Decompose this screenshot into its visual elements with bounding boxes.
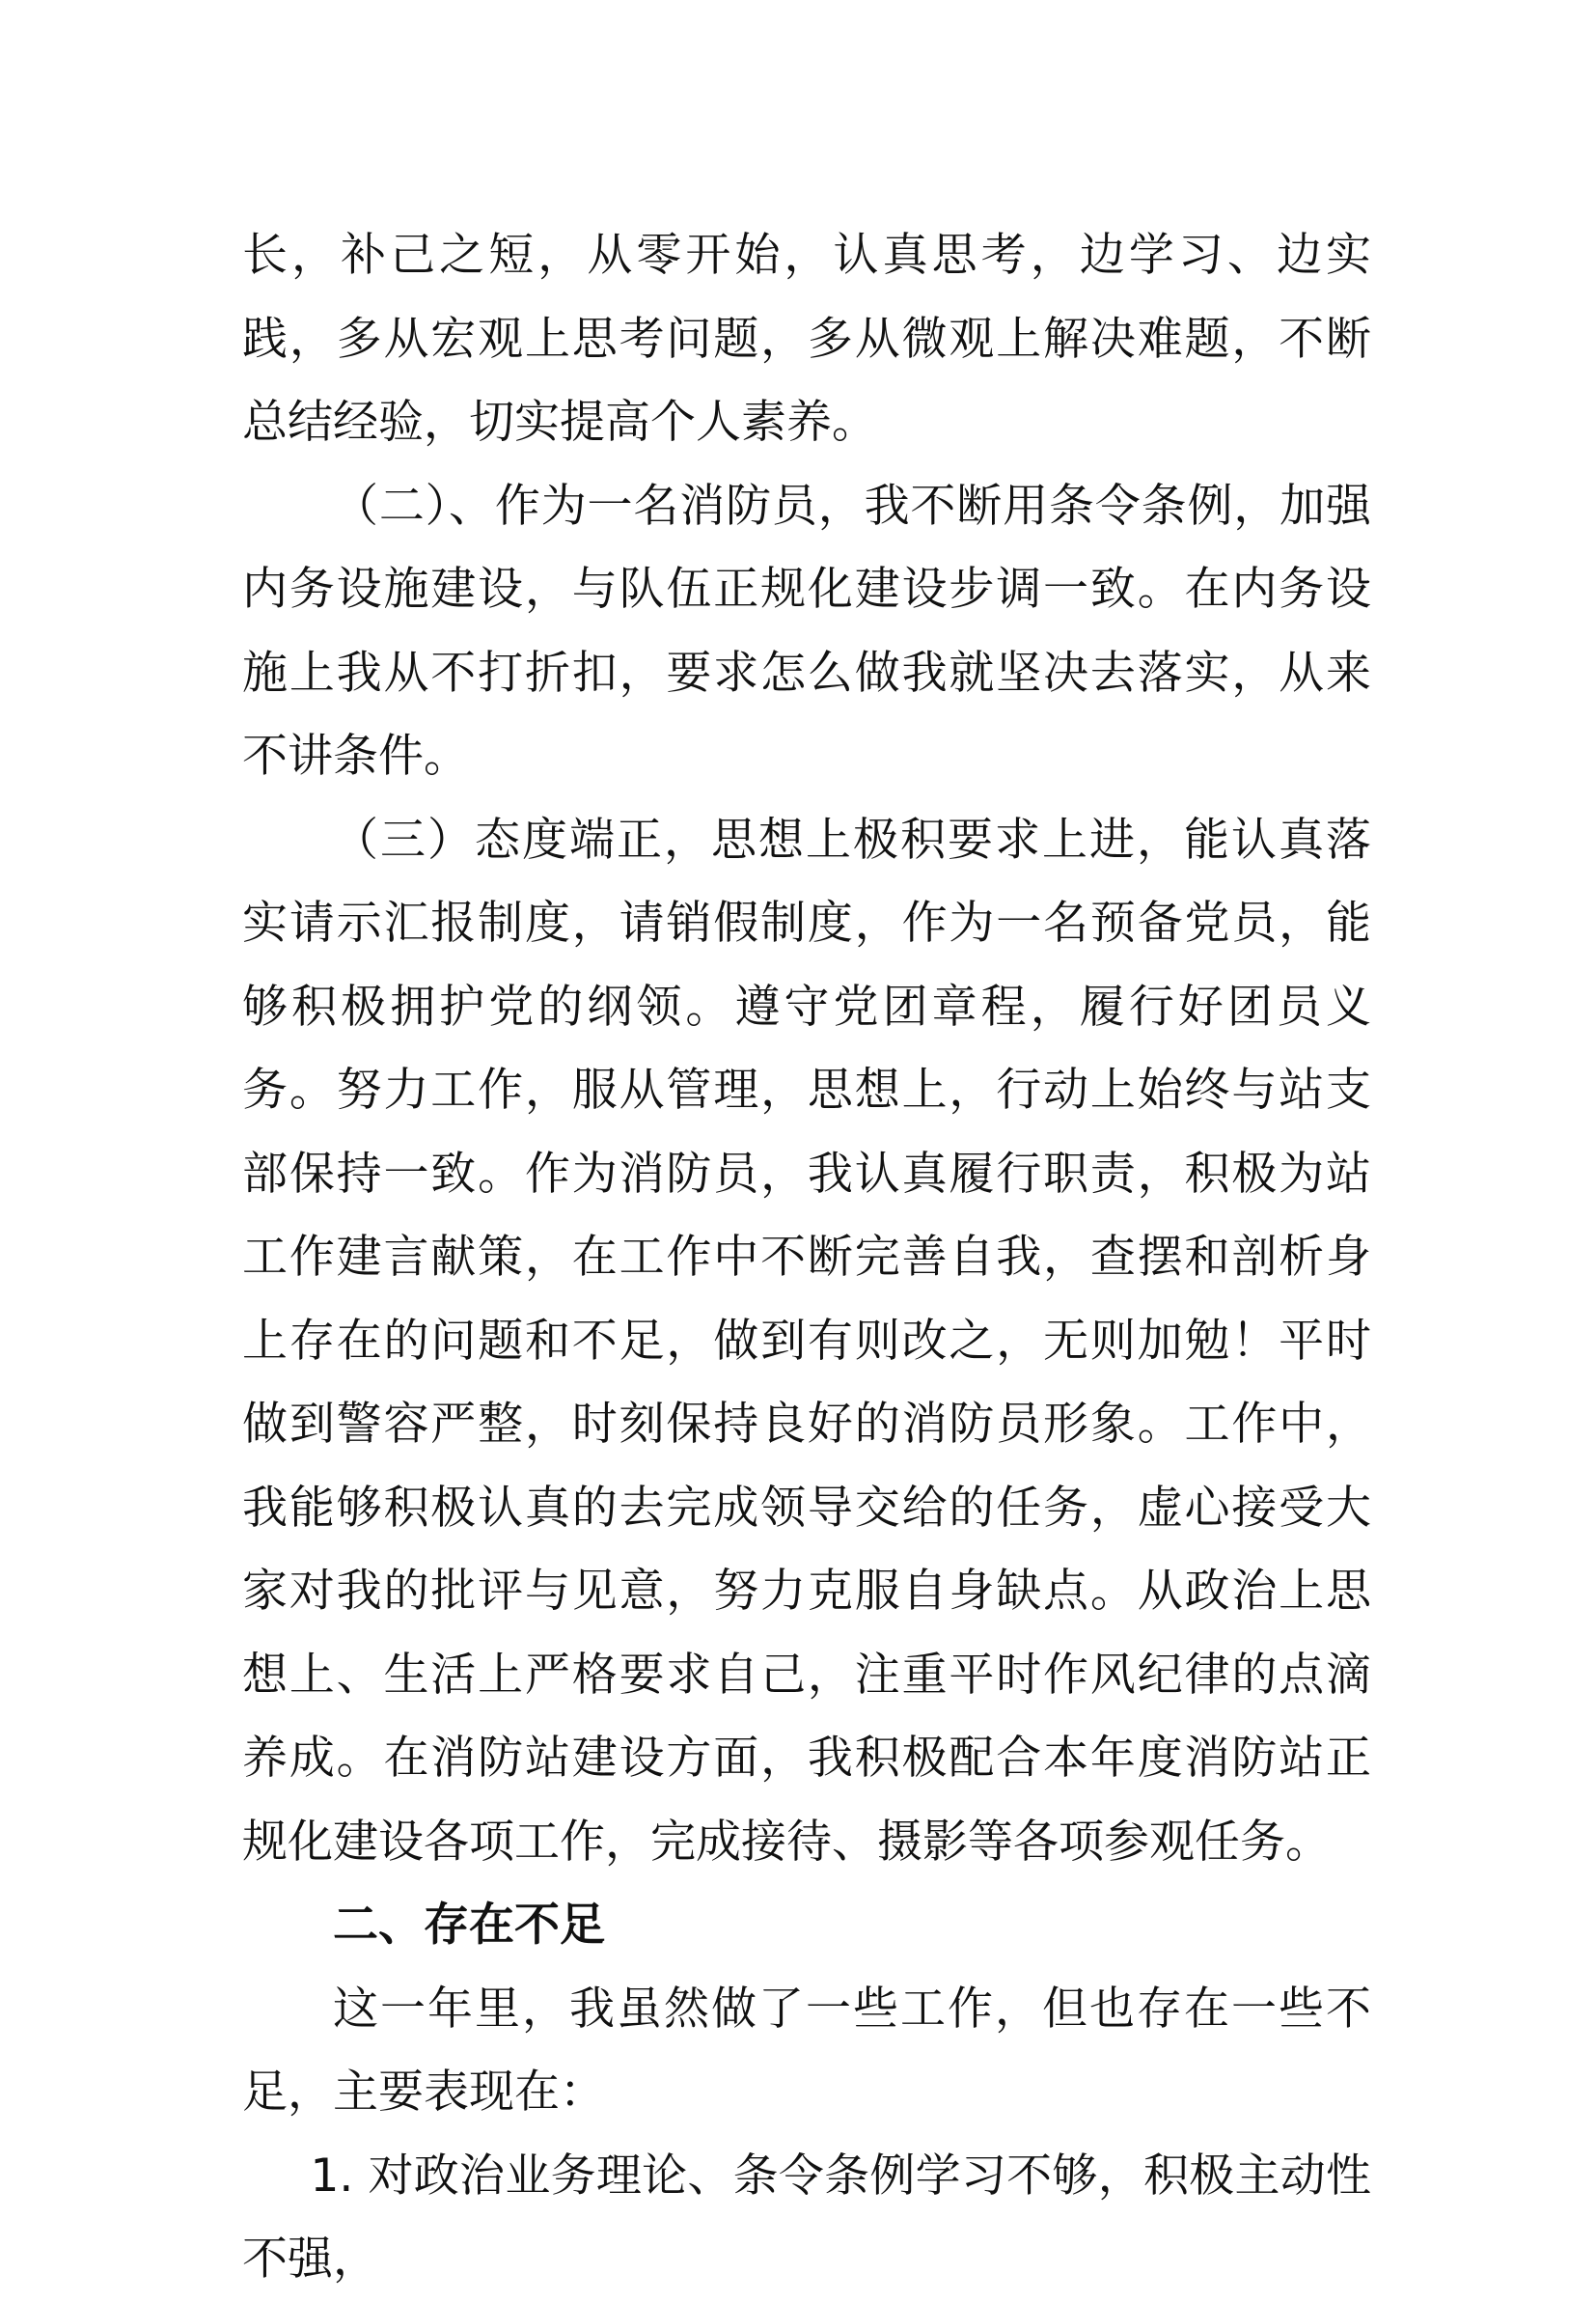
document-body — [242, 214, 1371, 2302]
paragraph-section-three: （三）态度端正，思想上极积要求上进，能认真落实请示汇报制度，请销假制度，作为一名预备党员，能够积极拥护党的纲领。遵守党团章程，履行好团员义务。努力工作，服从管理，思想上，行动上始终与站支部保持一致。作为消防员，我认真履行职责，积极为站工作建言献策，在工作中不断完善自我，查摆和剖析身上存在的问题和不足，做到有则改之，无则加勉！平时做到警容严整，时刻保持良好的消防员形象。工作中，我能够积极认真的去完成领导交给的任务，虚心接受大家对我的批评与见意，努力克服自身缺点。从政治上思想上、生活上严格要求自己，注重平时作风纪律的点滴养成。在消防站建设方面，我积极配合本年度消防站正规化建设各项工作，完成接待、摄影等各项参观任务。 — [242, 813, 1371, 1869]
list-item-1: 1. 对政治业务理论、条令条例学习不够，积极主动性不强， — [242, 2149, 1371, 2286]
section-heading-shortcomings: 二、存在不足 — [333, 1899, 605, 1952]
paragraph-continuation: 长，补己之短，从零开始，认真思考，边学习、边实践，多从宏观上思考问题，多从微观上解决难题，不断总结经验，切实提高个人素养。 — [242, 229, 1371, 449]
paragraph-section-two: （二）、作为一名消防员，我不断用条令条例，加强内务设施建设，与队伍正规化建设步调一致。在内务设施上我从不打折扣，要求怎么做我就坚决去落实，从来不讲条件。 — [242, 479, 1371, 783]
paragraph-shortcomings-intro: 这一年里，我虽然做了一些工作，但也存在一些不足，主要表现在： — [242, 1982, 1371, 2119]
